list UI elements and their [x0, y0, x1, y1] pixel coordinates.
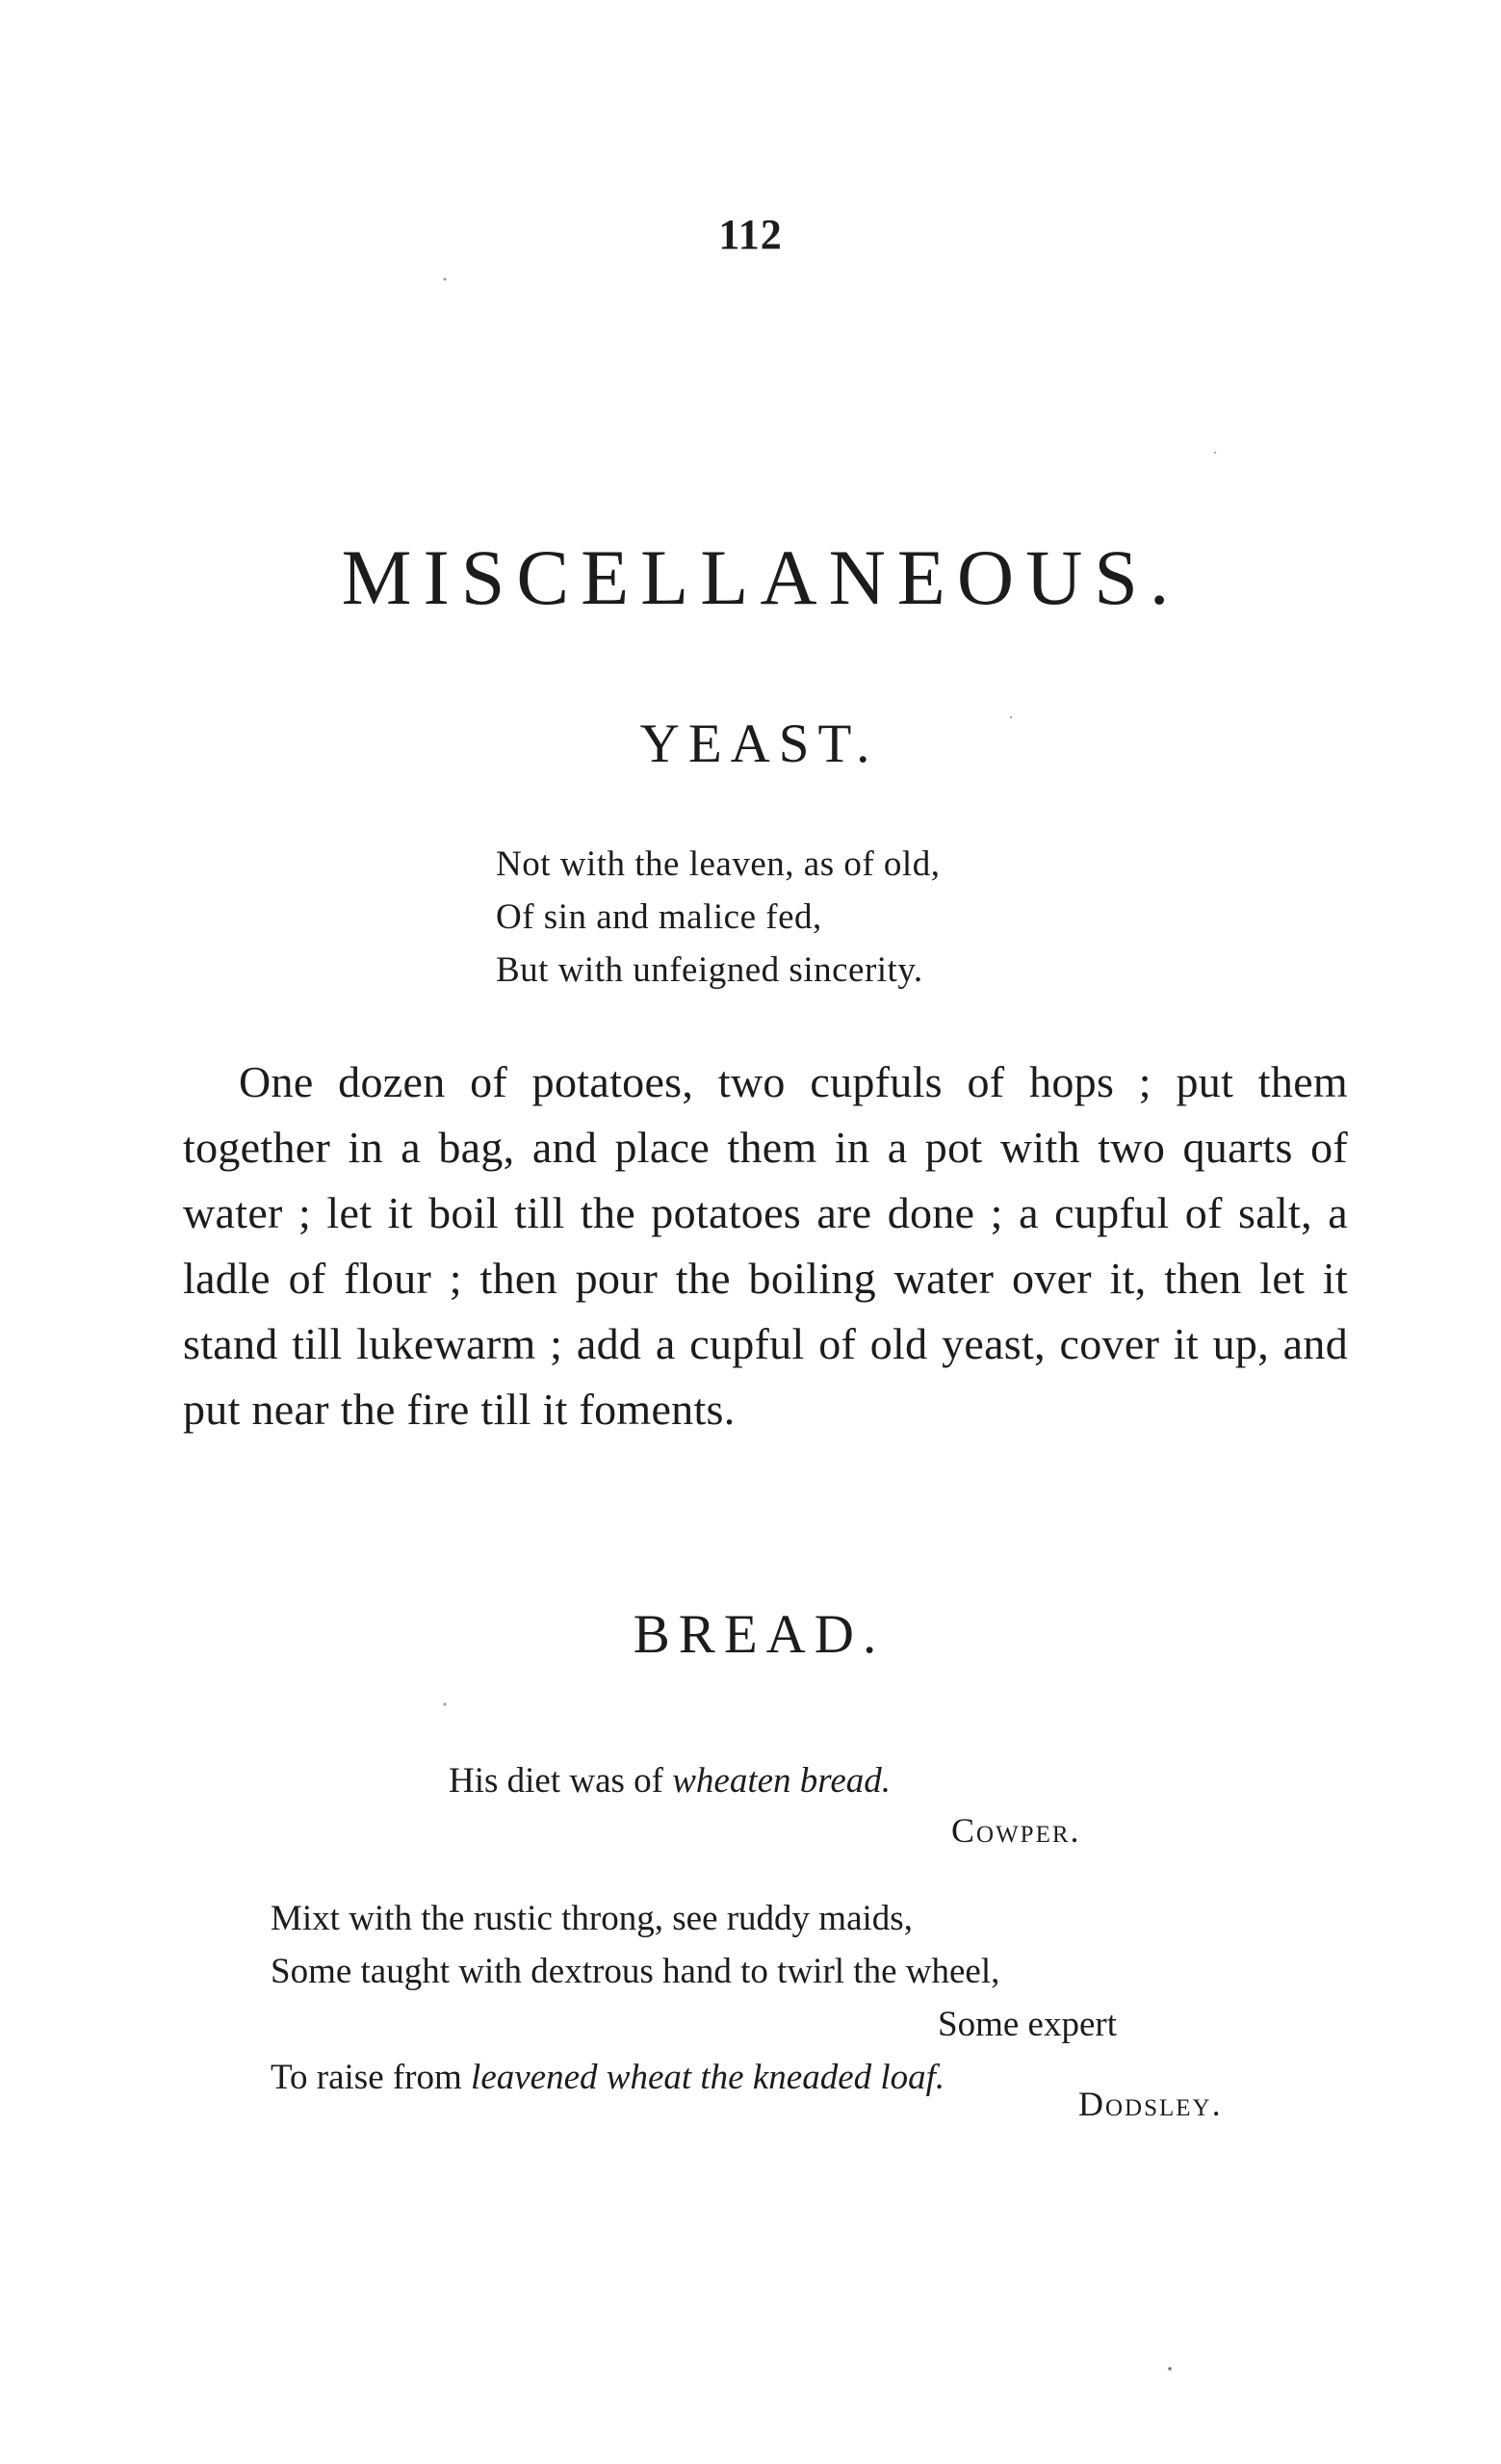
speck [1168, 2367, 1172, 2371]
page-number: 112 [718, 211, 783, 258]
speck [444, 278, 447, 281]
yeast-epigraph-line-2: Of sin and malice fed, [496, 897, 822, 937]
dodsley-line-4-italic: leavened wheat the kneaded loaf. [471, 2058, 945, 2097]
dodsley-line-3: Some expert [938, 2005, 1117, 2044]
dodsley-attribution: Dodsley. [1078, 2085, 1223, 2123]
speck [444, 1703, 447, 1706]
yeast-recipe: One dozen of potatoes, two cupfuls of hops ; put them together in a bag, and place them in a pot with two quarts of water ; let it boil till the potatoes are done ; a cupful of salt, a ladle of flour ; then pour the boiling water over it, then let it stand till lukewarm ; add a cupful of old yeast, cover it up, and put near the fire till it foments. [183, 1057, 1348, 1434]
speck [1010, 716, 1012, 718]
yeast-heading: YEAST. [639, 713, 879, 774]
section-title: MISCELLANEOUS. [341, 533, 1181, 621]
yeast-epigraph-line-3: But with unfeigned sincerity. [496, 950, 923, 990]
dodsley-line-4-text: To raise from [271, 2058, 472, 2097]
speck [1214, 452, 1216, 454]
cowper-attribution: Cowper. [951, 1811, 1081, 1850]
cowper-quote-text: His diet was of [449, 1761, 673, 1801]
bread-heading: BREAD. [633, 1604, 886, 1665]
cowper-quote-italic: wheaten bread. [672, 1761, 892, 1801]
yeast-epigraph-line-1: Not with the leaven, as of old, [496, 844, 941, 884]
dodsley-line-2: Some taught with dextrous hand to twirl the wheel, [271, 1952, 1000, 1991]
dodsley-line-1: Mixt with the rustic throng, see ruddy maids, [271, 1899, 913, 1938]
